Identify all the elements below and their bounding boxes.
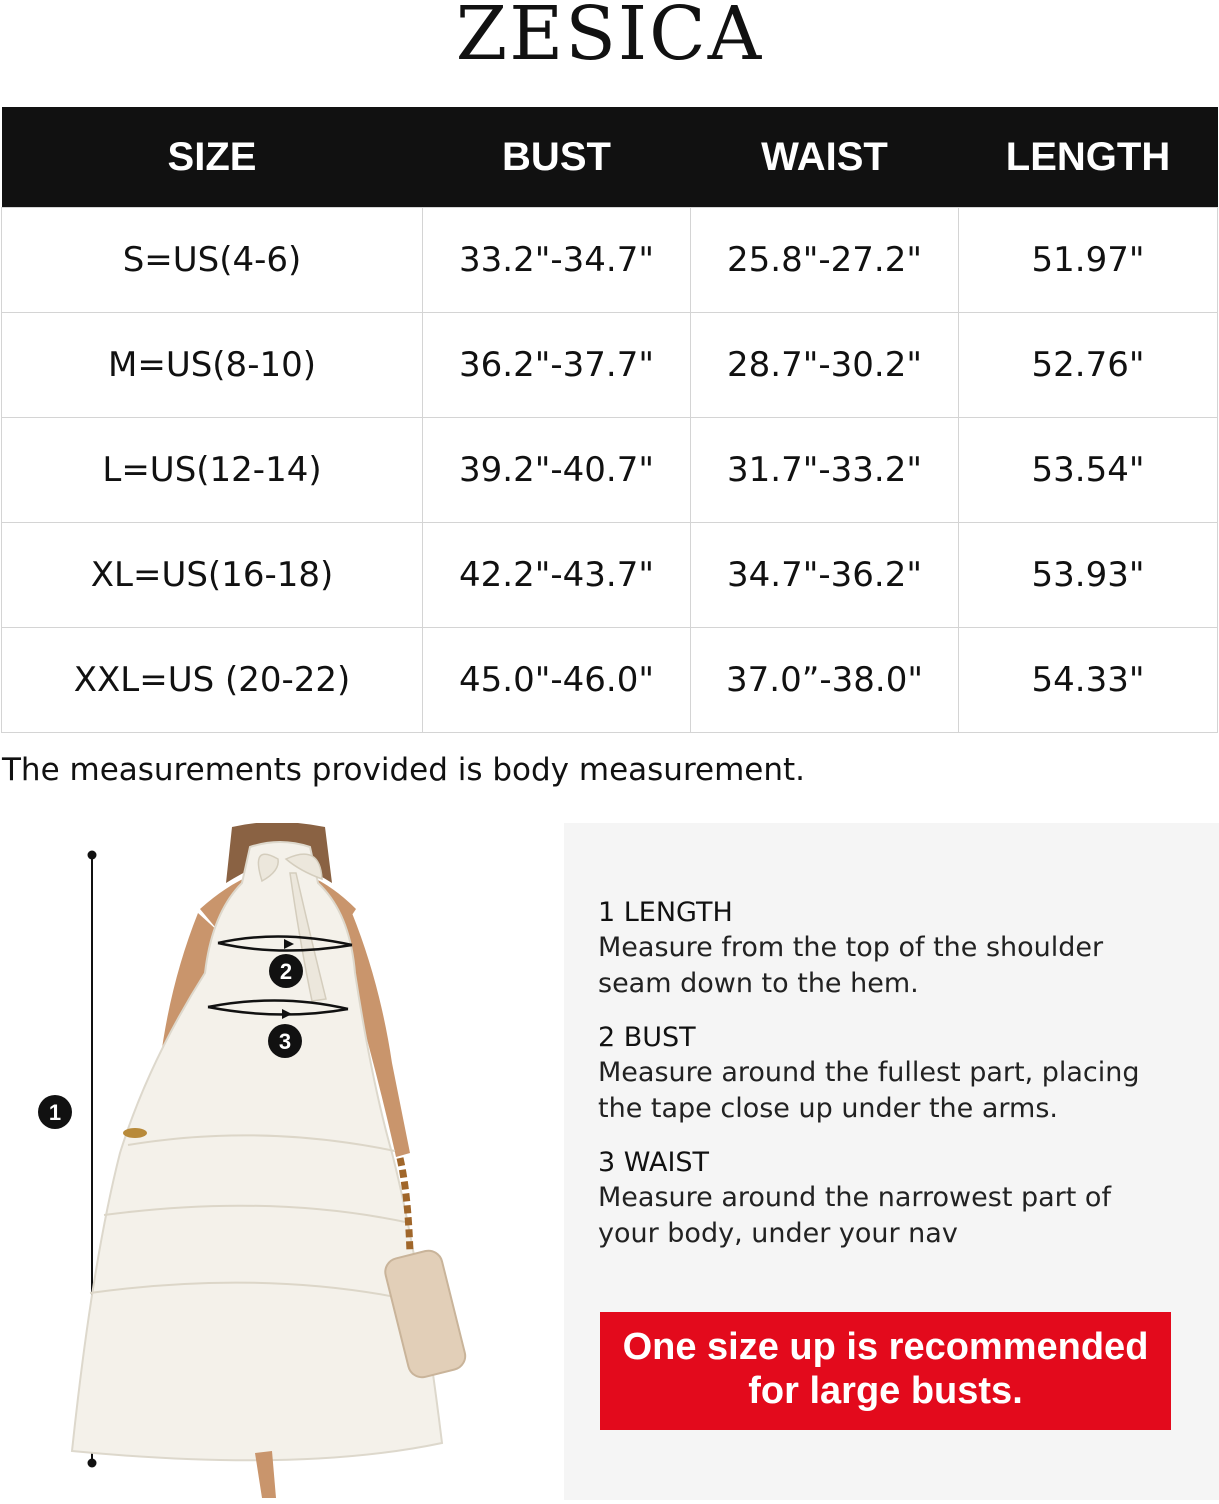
bust-cell: 42.2"-43.7" [423, 523, 691, 628]
size-cell: L=US(12-14) [2, 418, 423, 523]
header-size: SIZE [2, 107, 423, 208]
table-row [2, 628, 1218, 733]
measurement-bust [598, 1021, 1198, 1127]
table-row [2, 208, 1218, 313]
svg-text:1: 1 [48, 1100, 62, 1125]
table-row [2, 418, 1218, 523]
size-chart-table [1, 107, 1218, 733]
callout-line: for large busts. [748, 1370, 1023, 1412]
waist-cell: 34.7"-36.2" [691, 523, 959, 628]
waist-cell: 28.7"-30.2" [691, 313, 959, 418]
callout-line: One size up is recommended [622, 1326, 1149, 1368]
bust-cell: 45.0"-46.0" [423, 628, 691, 733]
measurement-note: The measurements provided is body measurement. [2, 752, 806, 788]
length-cell: 54.33" [959, 628, 1218, 733]
marker-length [38, 1095, 72, 1129]
measurement-length [598, 896, 1198, 1002]
marker-waist [268, 1024, 302, 1058]
table-row [2, 523, 1218, 628]
dress-illustration [0, 823, 560, 1500]
measurement-description-line: Measure around the narrowest part of [598, 1182, 1111, 1213]
waist-cell: 25.8"-27.2" [691, 208, 959, 313]
header-length: LENGTH [959, 107, 1218, 208]
length-line-bottom-dot [88, 1459, 97, 1468]
size-recommendation-callout [600, 1312, 1171, 1430]
length-cell: 51.97" [959, 208, 1218, 313]
svg-text:2: 2 [279, 959, 293, 984]
waist-cell: 31.7"-33.2" [691, 418, 959, 523]
length-cell: 53.54" [959, 418, 1218, 523]
svg-text:3: 3 [278, 1029, 292, 1054]
bust-cell: 39.2"-40.7" [423, 418, 691, 523]
bust-cell: 36.2"-37.7" [423, 313, 691, 418]
measurement-title: 3 WAIST [598, 1147, 710, 1178]
size-cell: XL=US(16-18) [2, 523, 423, 628]
brand-logo: ZESICA [455, 0, 764, 77]
size-cell: S=US(4-6) [2, 208, 423, 313]
dress-figure [0, 823, 560, 1500]
measurement-title: 2 BUST [598, 1022, 696, 1053]
measurement-description-line: the tape close up under the arms. [598, 1093, 1058, 1124]
length-cell: 52.76" [959, 313, 1218, 418]
size-cell: XXL=US (20-22) [2, 628, 423, 733]
bust-cell: 33.2"-34.7" [423, 208, 691, 313]
header-bust: BUST [423, 107, 691, 208]
size-cell: M=US(8-10) [2, 313, 423, 418]
waist-cell: 37.0”-38.0" [691, 628, 959, 733]
measurement-description-line: Measure from the top of the shoulder [598, 932, 1104, 963]
header-waist: WAIST [691, 107, 959, 208]
measurement-description-line: seam down to the hem. [598, 968, 919, 999]
table-row [2, 313, 1218, 418]
measurement-waist [598, 1146, 1198, 1252]
measurement-guide-panel [564, 823, 1219, 1500]
length-line-top-dot [88, 851, 97, 860]
model-silhouette [72, 823, 468, 1498]
measurement-description-line: your body, under your nav [598, 1218, 958, 1249]
table-header-row [2, 107, 1218, 208]
measurement-description-line: Measure around the fullest part, placing [598, 1057, 1140, 1088]
marker-bust [269, 954, 303, 988]
length-cell: 53.93" [959, 523, 1218, 628]
measurement-title: 1 LENGTH [598, 897, 733, 928]
